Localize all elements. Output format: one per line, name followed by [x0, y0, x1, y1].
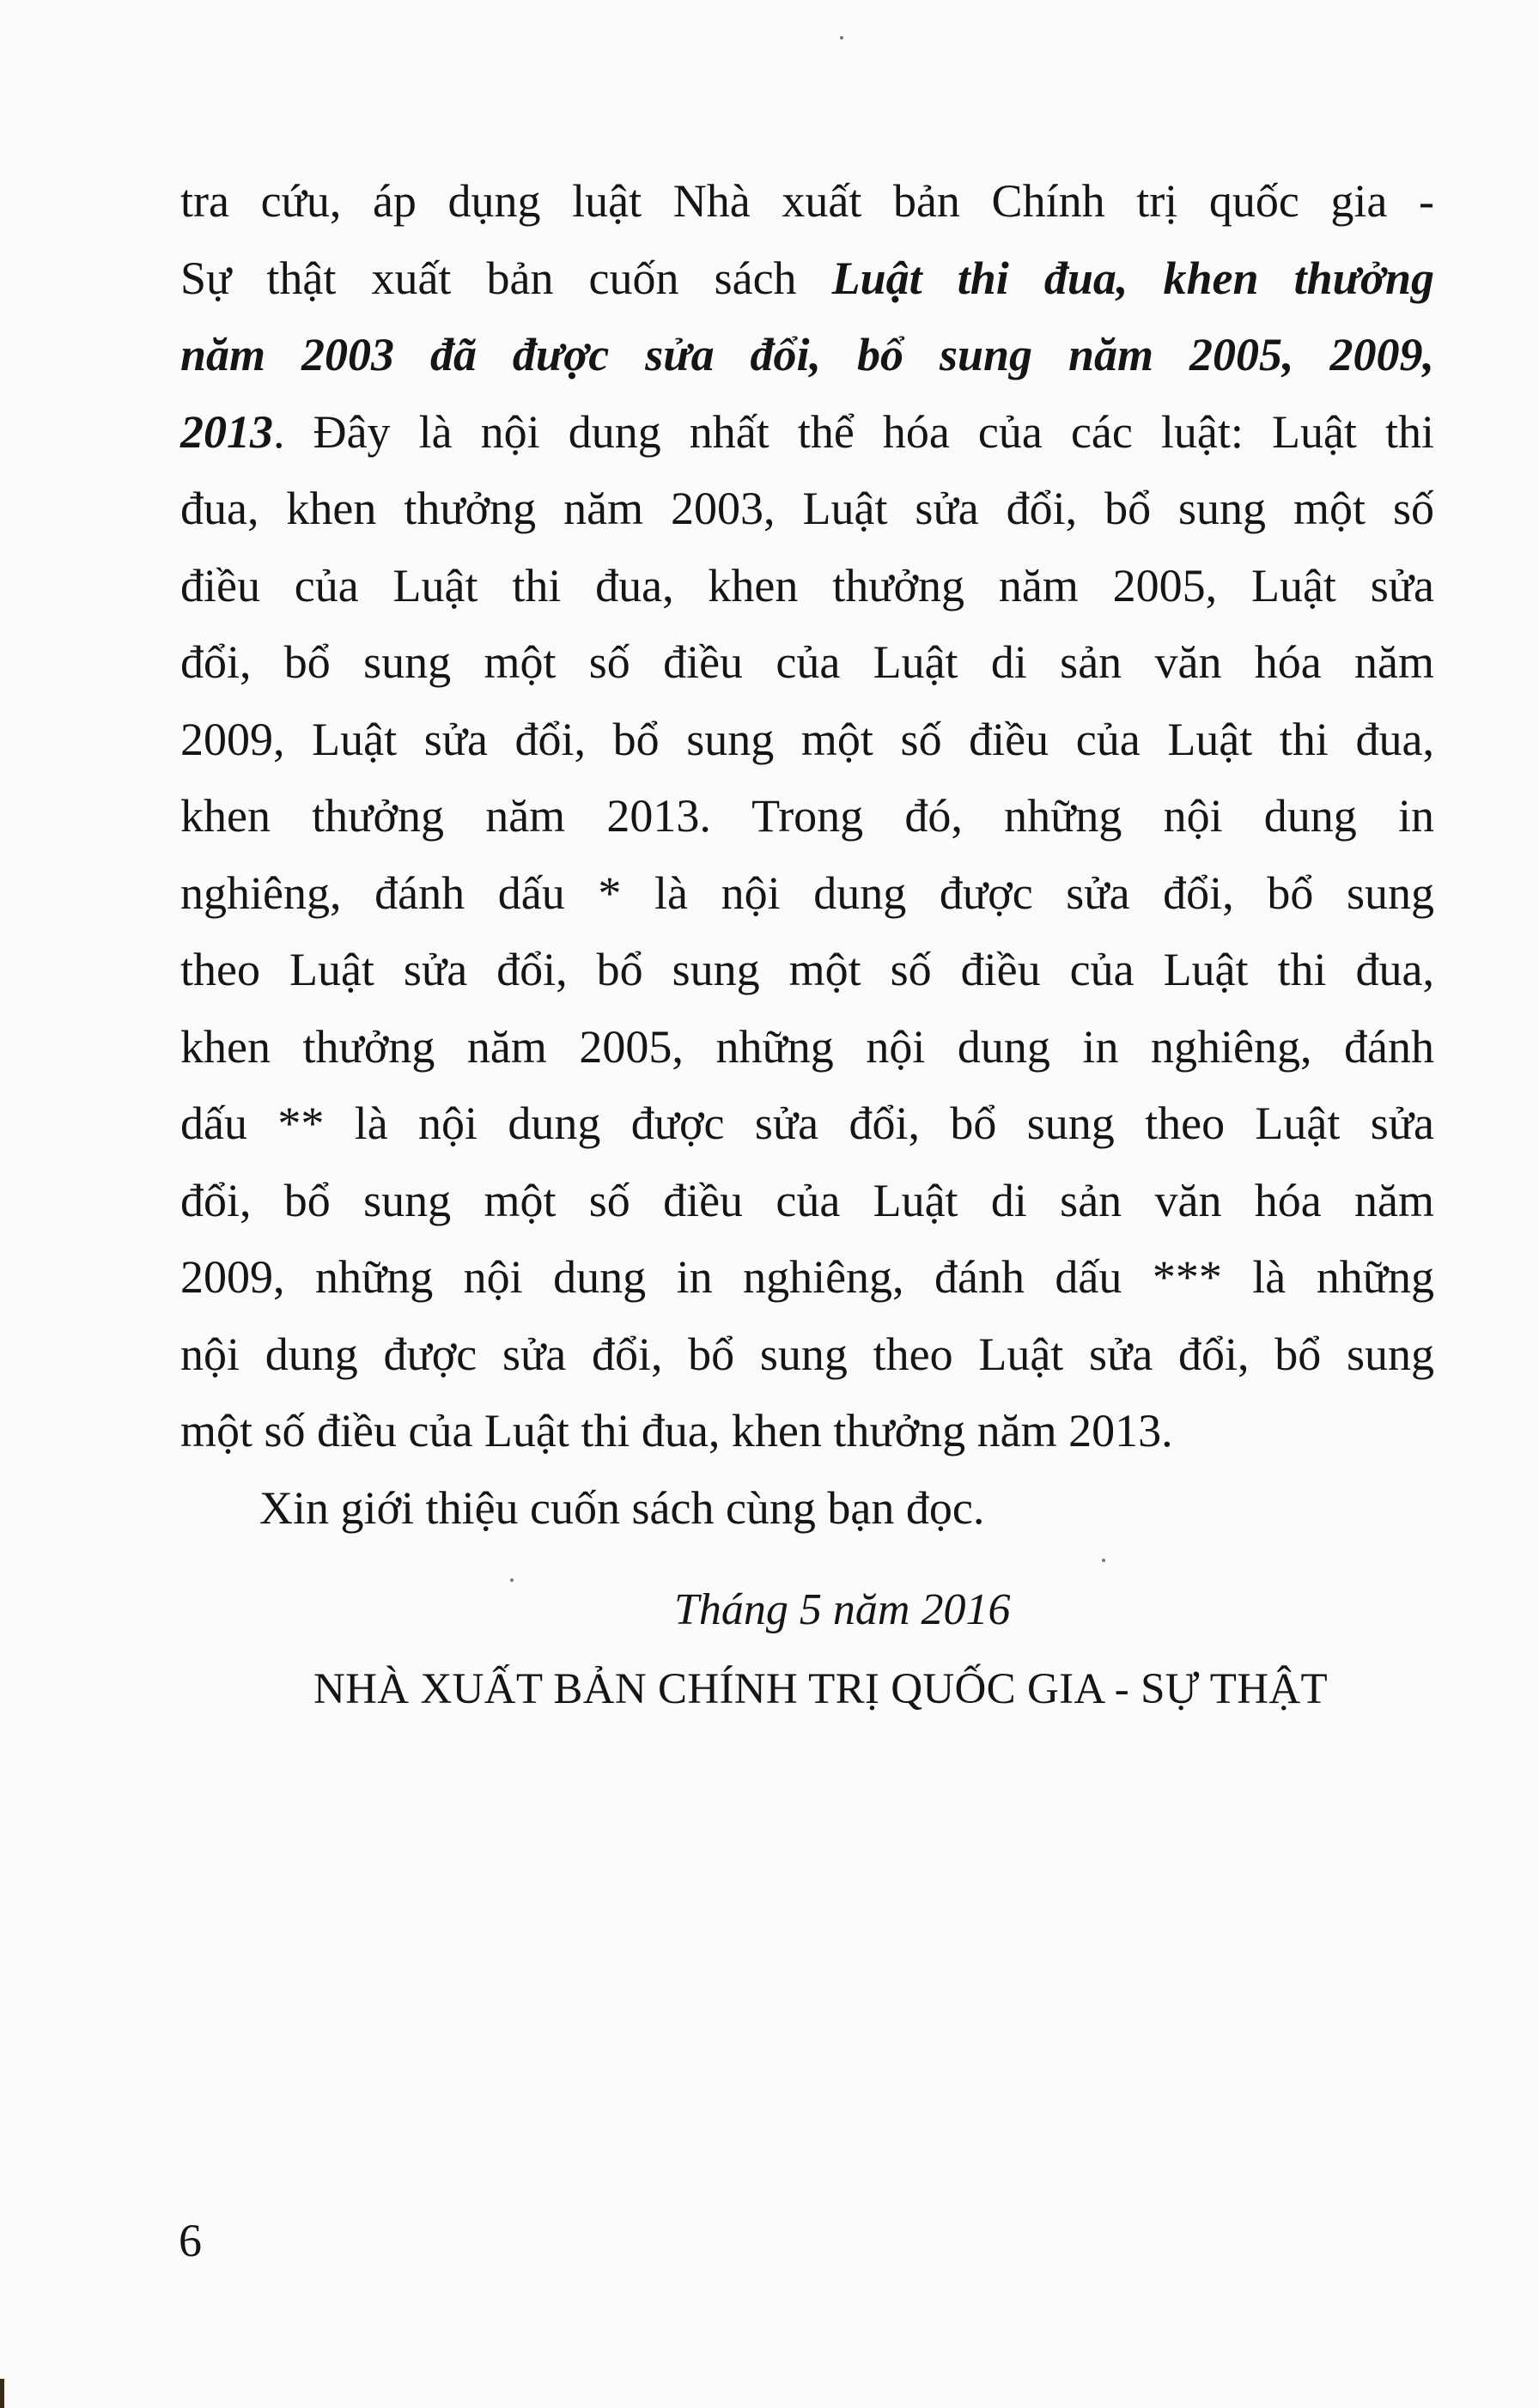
text-line: theo Luật sửa đổi, bổ sung một số điều của Luật thi đua, [180, 944, 1434, 995]
text-line: 2009, những nội dung in nghiêng, đánh dấu *** là những [180, 1251, 1434, 1303]
page-number: 6 [179, 2215, 202, 2266]
text-line: khen thưởng năm 2005, những nội dung in nghiêng, đánh [180, 1020, 1434, 1073]
closing-sentence: Xin giới thiệu cuốn sách cùng bạn đọc. [259, 1481, 985, 1534]
text-line [180, 394, 1434, 471]
text-line: đổi, bổ sung một số điều của Luật di sản văn hóa năm [180, 1174, 1434, 1226]
text-line: điều của Luật thi đua, khen thưởng năm 2005, Luật sửa [180, 559, 1434, 611]
text-line: đổi, bổ sung một số điều của Luật di sản văn hóa năm [180, 636, 1434, 688]
speck [840, 36, 843, 40]
foreword-paragraph [180, 163, 1434, 1547]
text-line: khen thưởng năm 2013. Trong đó, những nội dung in [180, 790, 1434, 842]
text-line: dấu ** là nội dung được sửa đổi, bổ sung theo Luật sửa [180, 1098, 1434, 1149]
text-run: . Đây là nội dung nhất thể hóa của các luật: Luật thi [273, 405, 1434, 458]
text-line: 2009, Luật sửa đổi, bổ sung một số điều của Luật thi đua, [180, 713, 1434, 765]
book-title-emphasis: năm 2003 đã được sửa đổi, bổ sung năm 2005, 2009, [180, 329, 1434, 380]
speck [510, 1578, 514, 1582]
page-edge-mark [0, 2379, 4, 2408]
text-line: đua, khen thưởng năm 2003, Luật sửa đổi, bổ sung một số [180, 483, 1434, 534]
text-line [180, 240, 1434, 318]
book-title-emphasis: Luật thi đua, khen thưởng [831, 252, 1434, 304]
book-title-emphasis: 2013 [180, 405, 273, 458]
text-run: Sự thật xuất bản cuốn sách [180, 252, 832, 304]
text-line: nghiêng, đánh dấu * là nội dung được sửa đổi, bổ sung [180, 867, 1434, 919]
text-line: tra cứu, áp dụng luật Nhà xuất bản Chính trị quốc gia - [180, 175, 1434, 227]
signature-date: Tháng 5 năm 2016 [674, 1585, 1011, 1634]
speck [1102, 1559, 1105, 1562]
publisher-name: NHÀ XUẤT BẢN CHÍNH TRỊ QUỐC GIA - SỰ THẬT [313, 1665, 1328, 1713]
text-line: nội dung được sửa đổi, bổ sung theo Luật sửa đổi, bổ sung [180, 1328, 1434, 1380]
text-line: một số điều của Luật thi đua, khen thưởng năm 2013. [180, 1405, 1173, 1456]
